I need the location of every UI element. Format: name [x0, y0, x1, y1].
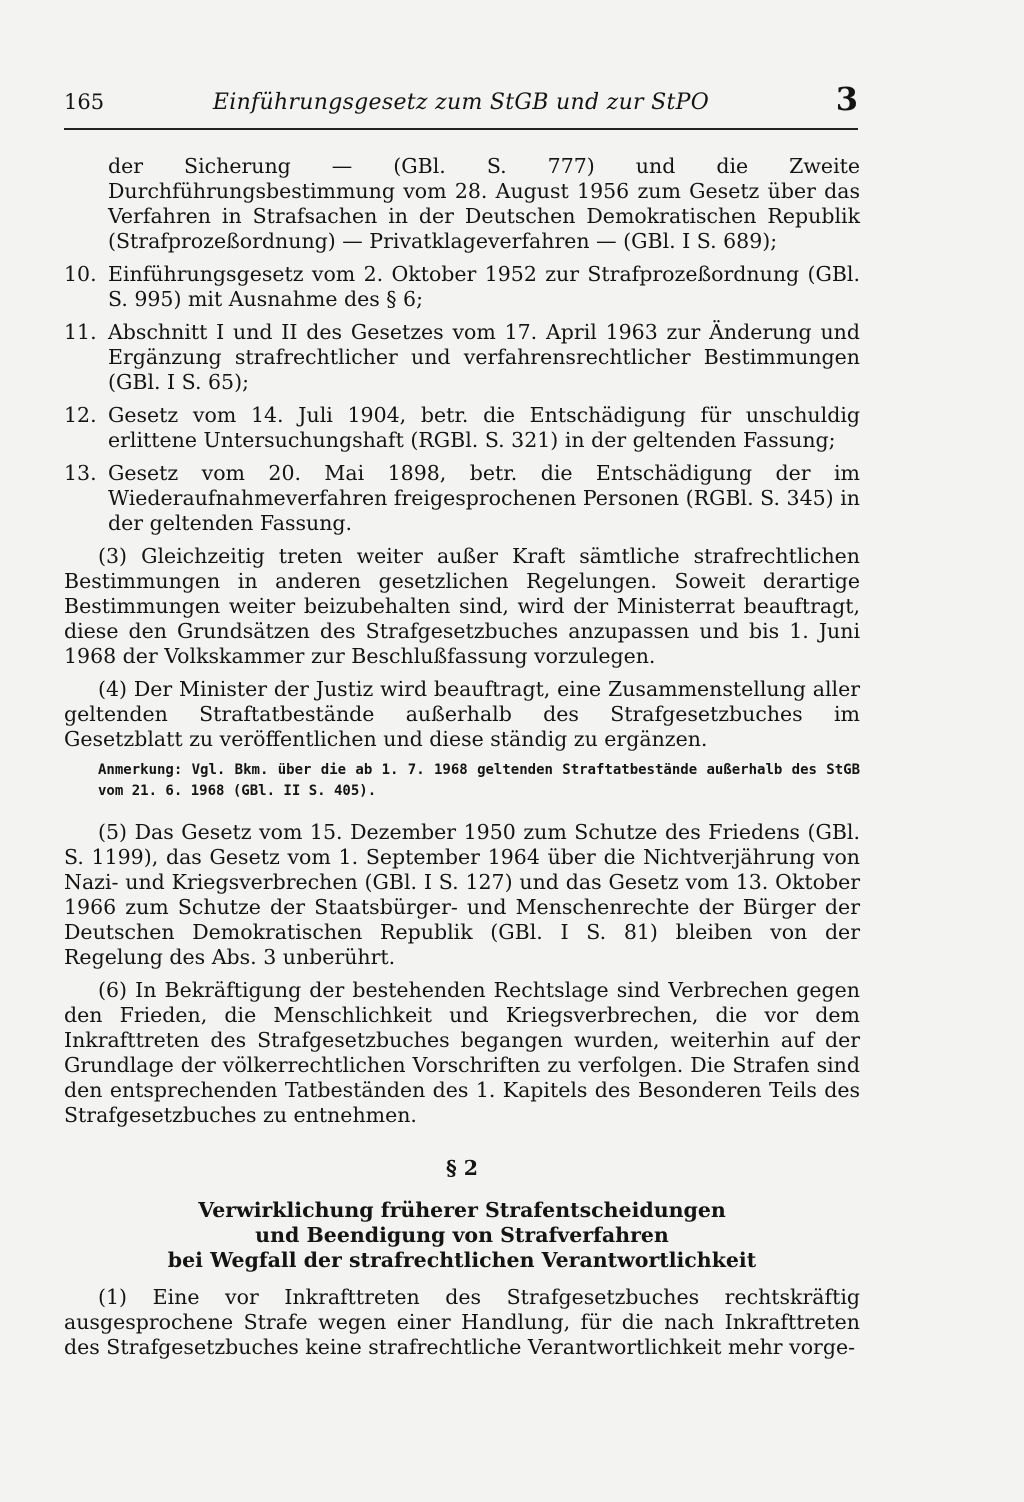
running-title: Einführungsgesetz zum StGB und zur StPO — [212, 90, 710, 115]
chapter-number: 3 — [835, 80, 858, 118]
list-item-text: Gesetz vom 20. Mai 1898, betr. die Entschädigung der im Wiederaufnahmeverfahren freigesprochenen Personen (RGBl. S. 345) in der geltenden Fassung. — [108, 461, 860, 535]
list-item — [64, 403, 860, 453]
section-title-line: und Beendigung von Strafverfahren — [255, 1223, 669, 1247]
section-title-line: Verwirklichung früherer Strafentscheidungen — [198, 1198, 726, 1222]
list-item-number: 10. — [64, 262, 97, 286]
list-item-text: Abschnitt I und II des Gesetzes vom 17. April 1963 zur Änderung und Ergänzung strafrechtlicher und verfahrensrechtlicher Bestimmungen (GBl. I S. 65); — [108, 320, 860, 394]
section-title-line: bei Wegfall der strafrechtlichen Verantwortlichkeit — [167, 1248, 757, 1272]
body-text — [64, 154, 860, 1368]
section-sign: § 2 — [445, 1156, 479, 1180]
paragraph-4: (4) Der Minister der Justiz wird beauftragt, eine Zusammenstellung aller geltenden Straftatbestände außerhalb des Strafgesetzbuches im Gesetzblatt zu veröffentlichen und diese ständig zu ergänzen. — [64, 677, 860, 751]
paragraph-5: (5) Das Gesetz vom 15. Dezember 1950 zum Schutze des Friedens (GBl. S. 1199), das Gesetz vom 1. September 1964 über die Nichtverjährung von Nazi- und Kriegsverbrechen (GBl. I S. 127) und das Gesetz vom 13. Oktober 1966 zum Schutze der Staatsbürger- und Menschenrechte der Bürger der Deutschen Demokratischen Republik (GBl. I S. 81) bleiben von der Regelung des Abs. 3 unberührt. — [64, 820, 860, 969]
page-header — [64, 80, 858, 130]
page-number: 165 — [64, 90, 105, 114]
paragraph-3: (3) Gleichzeitig treten weiter außer Kraft sämtliche strafrechtlichen Bestimmungen in anderen gesetzlichen Regelungen. Soweit derartige Bestimmungen weiter beizubehalten sind, wird der Ministerrat beauftragt, diese den Grundsätzen des Strafgesetzbuches anzupassen und bis 1. Juni 1968 der Volkskammer zur Beschlußfassung vorzulegen. — [64, 544, 860, 668]
paragraph-6: (6) In Bekräftigung der bestehenden Rechtslage sind Verbrechen gegen den Frieden, die Menschlichkeit und Kriegsverbrechen, die vor dem Inkrafttreten des Strafgesetzbuches begangen wurden, weiterhin auf der Grundlage der völkerrechtlichen Vorschriften zu verfolgen. Die Strafen sind den entsprechenden Tatbeständen des 1. Kapitels des Besonderen Teils des Strafgesetzbuches zu entnehmen. — [64, 978, 860, 1127]
list-item-number: 11. — [64, 320, 97, 344]
list-item — [64, 262, 860, 312]
continued-list-item: der Sicherung — (GBl. S. 777) und die Zweite Durchführungsbestimmung vom 28. August 1956 zum Gesetz über das Verfahren in Strafsachen in der Deutschen Demokratischen Republik (Strafprozeßordnung) — Privatklageverfahren — (GBl. I S. 689); — [108, 154, 860, 253]
list-item — [64, 320, 860, 395]
list-item — [64, 461, 860, 536]
annotation-note: Anmerkung: Vgl. Bkm. über die ab 1. 7. 1968 geltenden Straftatbestände außerhalb des StGB vom 21. 6. 1968 (GBl. II S. 405). — [98, 762, 860, 799]
section-title — [64, 1198, 860, 1273]
list-item-text: Gesetz vom 14. Juli 1904, betr. die Entschädigung für unschuldig erlittene Untersuchungshaft (RGBl. S. 321) in der geltenden Fassung; — [108, 403, 860, 452]
section-paragraph-1: (1) Eine vor Inkrafttreten des Strafgesetzbuches rechtskräftig ausgesprochene Strafe wegen einer Handlung, für die nach Inkrafttreten des Strafgesetzbuches keine strafrechtliche Verantwortlichkeit mehr vorge- — [64, 1285, 860, 1359]
list-item-number: 12. — [64, 403, 97, 427]
list-item-text: Einführungsgesetz vom 2. Oktober 1952 zur Strafprozeßordnung (GBl. S. 995) mit Ausnahme des § 6; — [108, 262, 860, 311]
list-item-number: 13. — [64, 461, 97, 485]
